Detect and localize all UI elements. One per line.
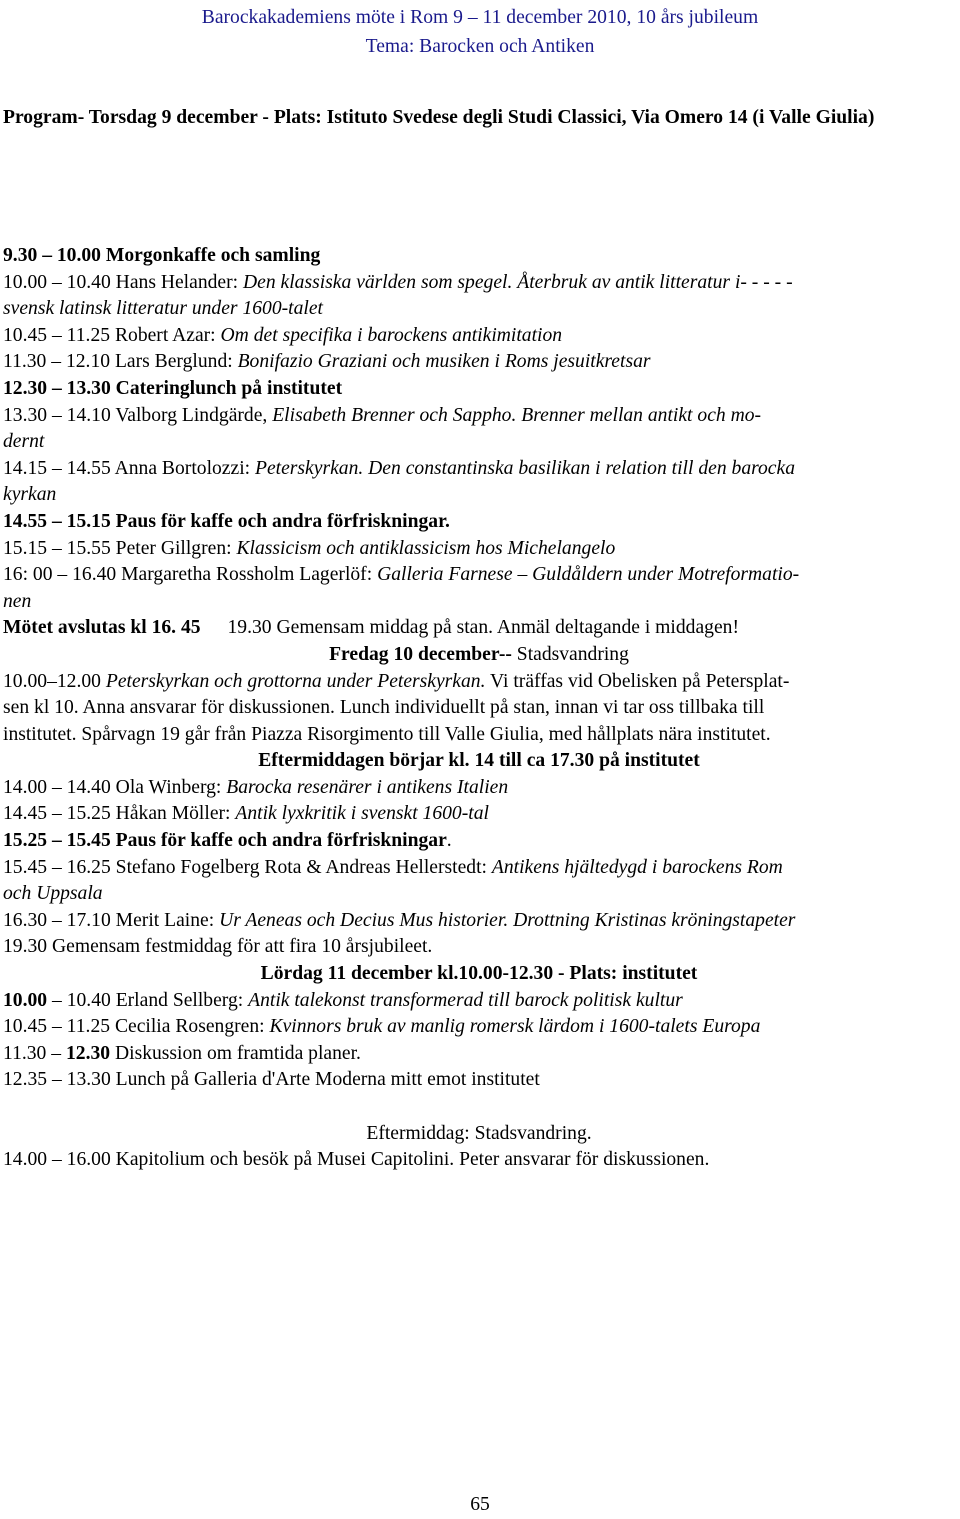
item-speaker: Erland Sellberg: [115,989,244,1011]
item-text: Cateringlunch på institutet [115,377,343,399]
item-speaker: Margaretha Rossholm Lagerlöf: [121,564,373,586]
schedule-item [3,669,955,696]
item-text: Lunch på Galleria d'Arte Moderna mitt emot institutet [115,1069,540,1091]
schedule [3,243,955,1174]
item-time: 14.00 – 16.00 [3,1149,111,1171]
item-text: Morgonkaffe och samling [105,245,321,266]
item-title: Elisabeth Brenner och Sappho. Brenner mellan antikt och mo- [272,404,762,426]
item-time: 10.00 – 10.40 [3,271,111,293]
meeting-end: Mötet avslutas kl 16. 45 [3,617,201,639]
item-speaker: Robert Azar: [114,324,216,346]
item-speaker: Anna Bortolozzi: [114,457,251,479]
item-text: Paus för kaffe och andra förfriskningar. [115,510,450,532]
item-time: 10.00 [3,989,48,1011]
item-speaker: Lars Berglund: [114,351,233,373]
page-number: 65 [470,1494,490,1515]
schedule-item [3,403,955,430]
schedule-item [3,775,955,802]
schedule-item [3,1147,955,1174]
item-text: Gemensam festmiddag för att fira 10 årsjubileet. [52,936,433,958]
schedule-item [3,376,955,403]
item-time: 14.55 – 15.15 [3,510,111,532]
schedule-item [3,855,955,882]
item-text: Kapitolium och besök på Musei Capitolini. Peter ansvarar för diskussionen. [115,1149,710,1171]
item-text: Diskussion om framtida planer. [114,1042,361,1064]
item-time: 12.35 – 13.30 [3,1069,111,1091]
item-speaker: Stefano Fogelberg Rota & Andreas Hellerstedt: [115,856,487,878]
item-title: Antik lyxkritik i svenskt 1600-tal [235,803,489,825]
item-title: Peterskyrkan. Den constantinska basilikan i relation till den barocka [255,457,795,479]
spacer [3,1094,955,1121]
item-time: 10.45 – 11.25 [3,1016,111,1038]
item-title-continuation: kyrkan [3,484,57,506]
schedule-item [3,1014,955,1041]
item-time: 15.15 – 15.55 [3,537,111,559]
item-title: Den klassiska världen som spegel. Återbruk av antik litteratur i- - - - - [243,271,793,293]
item-speaker: Ola Winberg: [115,776,222,798]
schedule-item [3,349,955,376]
item-title: Antik talekonst transformerad till barock politisk kultur [248,989,683,1011]
paragraph-line: institutet. Spårvagn 19 går från Piazza Risorgimento till Valle Giulia, med hållplats nära institutet. [3,723,771,745]
friday-heading: Fredag 10 december-- Stadsvandring [329,643,629,665]
item-time: 19.30 [3,936,48,958]
item-text: Paus för kaffe och andra förfriskningar [115,830,447,852]
schedule-item [3,243,955,270]
item-time: 16.30 – 17.10 [3,909,111,931]
document-header [0,3,960,61]
schedule-item [3,270,955,297]
schedule-item [3,562,955,589]
item-title-continuation: nen [3,590,32,612]
item-title-continuation: och Uppsala [3,883,103,905]
header-line-1: Barockakademiens möte i Rom 9 – 11 december 2010, 10 års jubileum [201,7,759,28]
item-speaker: Peter Gillgren: [115,537,232,559]
item-title: Antikens hjältedygd i barockens Rom [491,856,783,878]
schedule-item [3,323,955,350]
schedule-item [3,509,955,536]
item-title: Ur Aeneas och Decius Mus historier. Drottning Kristinas kröningstapeter [219,909,796,931]
schedule-item [3,908,955,935]
schedule-item [3,934,955,961]
item-title: Galleria Farnese – Guldåldern under Motreformatio- [377,564,800,586]
item-time: 12.30 – 13.30 [3,377,111,399]
saturday-heading: Lördag 11 december kl.10.00-12.30 - Plats: institutet [260,963,698,985]
paragraph-line: sen kl 10. Anna ansvarar för diskussionen. Lunch individuellt på stan, innan vi tar oss tillbaka till [3,697,765,719]
item-speaker: Hans Helander: [115,271,239,293]
schedule-item [3,456,955,483]
schedule-item [3,536,955,563]
program-title: Program- Torsdag 9 december - Plats: Istituto Svedese degli Studi Classici, Via Omero 14 (i Valle Giulia) [3,107,875,128]
item-time: 11.30 – [3,1042,62,1064]
item-time: 14.15 – 14.55 [3,457,111,479]
schedule-item: 10.00 – 10.40 Erland Sellberg: Antik talekonst transformerad till barock politisk kultur [3,989,683,1011]
item-time: 14.45 – 15.25 [3,803,111,825]
item-speaker: Valborg Lindgärde, [115,404,268,426]
friday-afternoon-heading: Eftermiddagen börjar kl. 14 till ca 17.30 på institutet [258,750,700,772]
item-time: 15.45 – 16.25 [3,856,111,878]
item-title: Kvinnors bruk av manlig romersk lärdom i 1600-talets Europa [269,1016,761,1038]
schedule-item [3,801,955,828]
item-title-continuation: svensk latinsk litteratur under 1600-talet [3,298,323,320]
item-time: 9.30 – 10.00 [3,245,101,266]
item-speaker: Merit Laine: [115,909,215,931]
header-line-2: Tema: Barocken och Antiken [365,36,595,57]
item-title: Om det specifika i barockens antikimitation [220,324,563,346]
item-time: 13.30 – 14.10 [3,404,111,426]
item-speaker: Cecilia Rosengren: [114,1016,265,1038]
item-time: 15.25 – 15.45 [3,830,111,852]
item-title-continuation: dernt [3,431,45,453]
schedule-item [3,615,955,642]
schedule-item: 11.30 – 12.30 Diskussion om framtida planer. [3,1042,361,1064]
dinner-note: 19.30 Gemensam middag på stan. Anmäl deltagande i middagen! [227,617,739,639]
saturday-afternoon-heading: Eftermiddag: Stadsvandring. [366,1122,592,1144]
item-title: Barocka resenärer i antikens Italien [226,776,509,798]
item-text: Vi träffas vid Obelisken på Petersplat- [490,670,790,692]
schedule-item: 15.25 – 15.45 Paus för kaffe och andra förfriskningar. [3,830,452,852]
schedule-item [3,1067,955,1094]
item-title: Bonifazio Graziani och musiken i Roms jesuitkretsar [237,351,651,373]
item-time: 10.45 – 11.25 [3,324,111,346]
item-title: Peterskyrkan och grottorna under Peterskyrkan. [105,670,486,692]
item-speaker: Håkan Möller: [115,803,231,825]
item-time: 14.00 – 14.40 [3,776,111,798]
item-time: 11.30 – 12.10 [3,351,111,373]
item-time: 10.00–12.00 [3,670,101,692]
item-title: Klassicism och antiklassicism hos Michelangelo [236,537,616,559]
item-time: 16: 00 – 16.40 [3,564,117,586]
